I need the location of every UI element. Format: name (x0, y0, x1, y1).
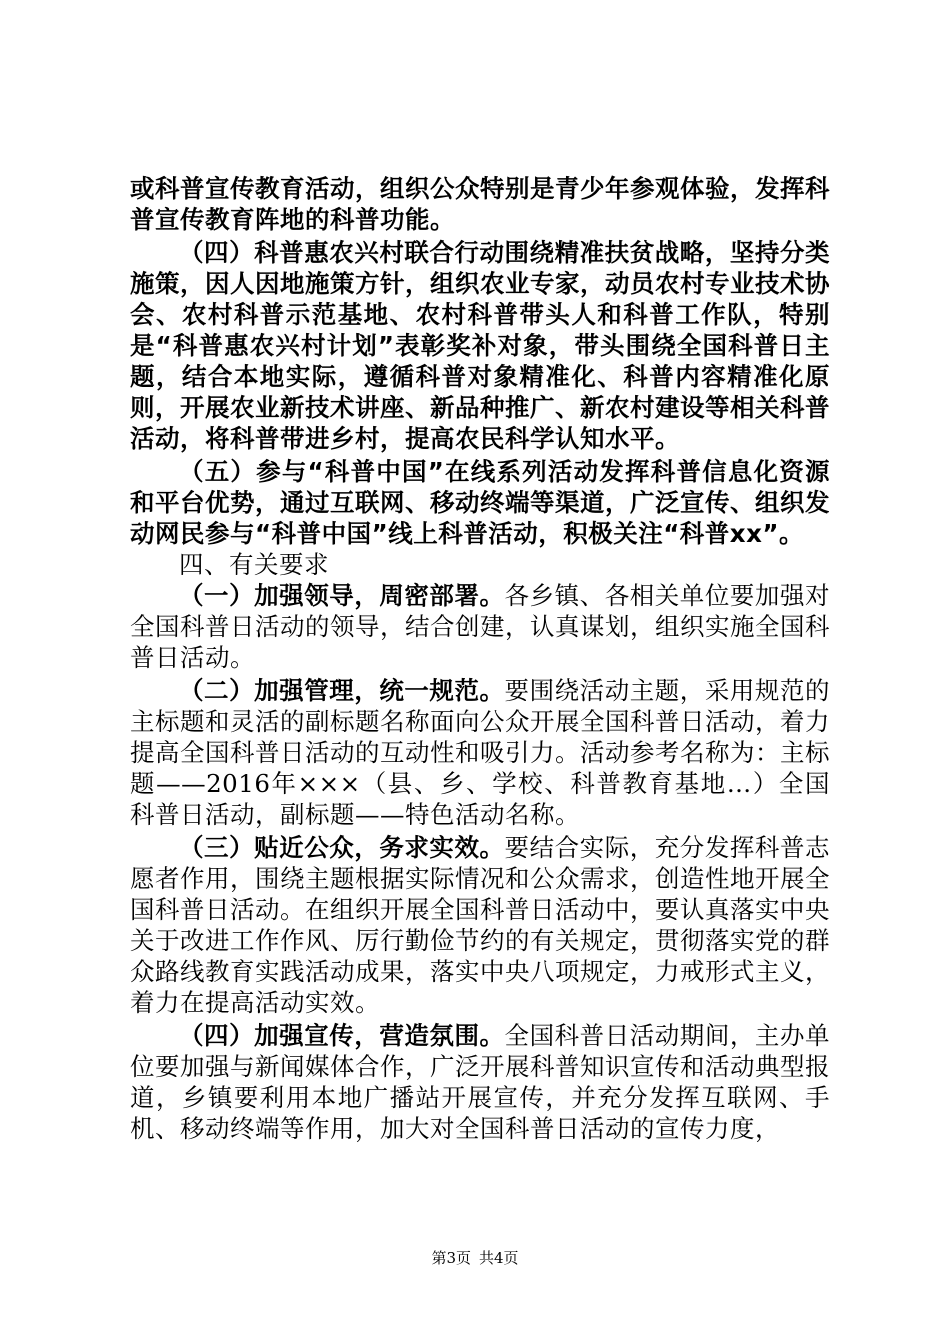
requirement-2-lead: （二）加强管理，统一规范。 (179, 676, 505, 705)
requirement-3-body: 要结合实际，充分发挥科普志愿者作用，围绕主题根据实际情况和公众需求，创造性地开展全国科普日活动。在组织开展全国科普日活动中，要认真落实中央关于改进工作作风、厉行勤俭节约的有关规定，贯彻落实党的群众路线教育实践活动成果，落实中央八项规定，力戒形式主义，着力在提高活动实效。 (130, 833, 831, 1017)
requirement-4-body: 全国科普日活动期间，主办单位要加强与新闻媒体合作，广泛开展科普知识宣传和活动典型报道，乡镇要利用本地广播站开展宣传，并充分发挥互联网、手机、移动终端等作用，加大对全国科普日活动的宣传力度， (130, 1021, 831, 1143)
requirement-2 (130, 675, 830, 830)
requirement-4 (130, 1020, 830, 1144)
requirement-1-body: 各乡镇、各相关单位要加强对全国科普日活动的领导，结合创建，认真谋划，组织实施全国科普日活动。 (130, 581, 831, 672)
requirement-4-lead: （四）加强宣传，营造氛围。 (179, 1021, 505, 1050)
page-number: 第3页 (431, 1249, 471, 1267)
requirement-2-body: 要围绕活动主题，采用规范的主标题和灵活的副标题名称面向公众开展全国科普日活动，着力提高全国科普日活动的互动性和吸引力。活动参考名称为：主标题——2016年×××（县、乡、学校、科普教育基地…）全国科普日活动，副标题——特色活动名称。 (130, 676, 831, 829)
requirement-3 (130, 832, 830, 1018)
requirement-1 (130, 580, 830, 673)
document-body (130, 173, 830, 1144)
section-heading-requirements: 四、有关要求 (179, 550, 329, 579)
paragraph-item-5: （五）参与“科普中国”在线系列活动发挥科普信息化资源和平台优势，通过互联网、移动终端等渠道，广泛宣传、组织发动网民参与“科普中国”线上科普活动，积极关注“科普xx”。 (130, 457, 830, 548)
page-footer (0, 1247, 950, 1268)
paragraph-continuation: 或科普宣传教育活动，组织公众特别是青少年参观体验，发挥科普宣传教育阵地的科普功能。 (130, 174, 830, 234)
requirement-1-lead: （一）加强领导，周密部署。 (179, 581, 505, 610)
requirement-3-lead: （三）贴近公众，务求实效。 (179, 833, 505, 862)
paragraph-item-4: （四）科普惠农兴村联合行动围绕精准扶贫战略，坚持分类施策，因人因地施策方针，组织农业专家，动员农村专业技术协会、农村科普示范基地、农村科普带头人和科普工作队，特别是“科普惠农兴村计划”表彰奖补对象，带头围绕全国科普日主题，结合本地实际，遵循科普对象精准化、科普内容精准化原则，开展农业新技术讲座、新品种推广、新农村建设等相关科普活动，将科普带进乡村，提高农民科学认知水平。 (130, 238, 830, 453)
page-total: 共4页 (479, 1249, 519, 1267)
